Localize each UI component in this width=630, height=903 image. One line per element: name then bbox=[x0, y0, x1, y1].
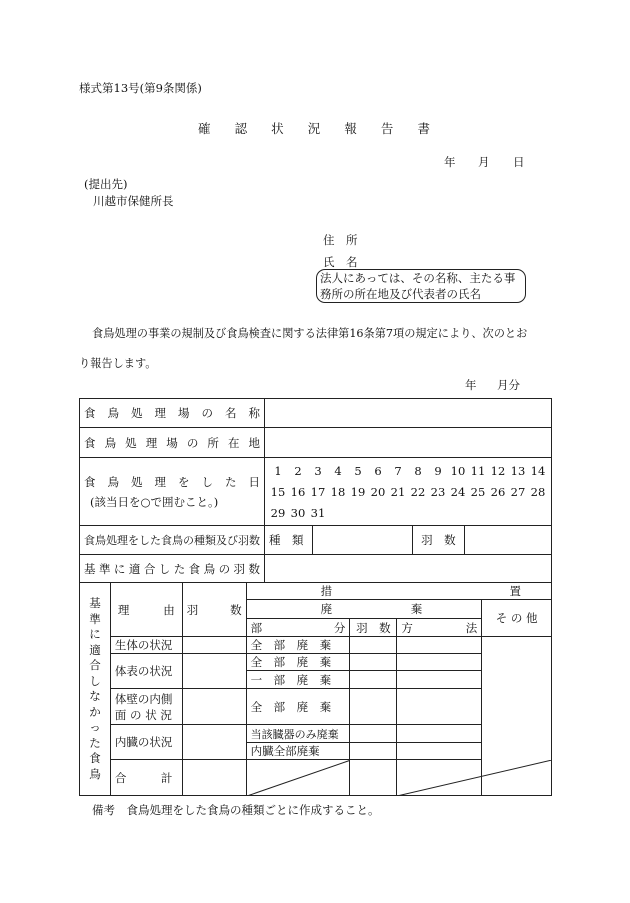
document-title bbox=[198, 119, 430, 137]
period-year: 年 bbox=[465, 378, 477, 392]
kind-count-label: 食鳥処理をした食鳥の種類及び羽数 bbox=[80, 526, 265, 555]
processing-days-sub: (該当日を○で囲むこと。) bbox=[90, 494, 219, 509]
reason-organs: 内臓の状況 bbox=[110, 725, 182, 760]
col-measure: 措 置 bbox=[246, 583, 551, 600]
day-22[interactable]: 22 bbox=[410, 484, 426, 499]
kind-label: 種 類 bbox=[265, 526, 313, 555]
title-char: 告 bbox=[380, 121, 394, 136]
compliant-count-label: 基 準 に 適 合 し た 食 鳥 の 羽 数 bbox=[80, 555, 265, 583]
disposal-organ-only: 当該臓器のみ廃棄 bbox=[246, 725, 350, 743]
part-count-organ-all[interactable] bbox=[350, 743, 397, 760]
day-30[interactable]: 30 bbox=[290, 505, 306, 520]
part-count-surface-all[interactable] bbox=[350, 654, 397, 671]
day-26[interactable]: 26 bbox=[490, 484, 506, 499]
title-char: 況 bbox=[307, 121, 321, 136]
reason-surface: 体表の状況 bbox=[110, 654, 182, 689]
col-method: 方 法 bbox=[397, 619, 482, 637]
day-12[interactable]: 12 bbox=[490, 463, 506, 478]
reason-body: 生体の状況 bbox=[110, 637, 182, 654]
day-11[interactable]: 11 bbox=[470, 463, 486, 478]
title-char: 認 bbox=[234, 121, 248, 136]
body-paragraph-line1: 食鳥処理の事業の規制及び食鳥検査に関する法律第16条第7項の規定により、次のとお bbox=[92, 327, 528, 340]
count-organs[interactable] bbox=[182, 725, 246, 760]
day-2[interactable]: 2 bbox=[294, 463, 302, 478]
day-9[interactable]: 9 bbox=[434, 463, 442, 478]
facility-name-label: 食 鳥 処 理 場 の 名 称 bbox=[80, 399, 265, 428]
day-6[interactable]: 6 bbox=[374, 463, 382, 478]
method-surface-part[interactable] bbox=[397, 671, 482, 689]
date-month: 月 bbox=[478, 155, 490, 169]
day-17[interactable]: 17 bbox=[310, 484, 326, 499]
body-paragraph-line2: り報告します。 bbox=[79, 357, 157, 370]
name-label: 氏 名 bbox=[323, 255, 358, 269]
part-count-total[interactable] bbox=[350, 760, 397, 796]
processing-days-label: 食 鳥 処 理 を し た 日 (該当日を○で囲むこと。) bbox=[80, 458, 265, 526]
reason-total: 合 計 bbox=[110, 760, 182, 796]
title-char: 書 bbox=[417, 121, 430, 136]
count-wall[interactable] bbox=[182, 689, 246, 725]
day-23[interactable]: 23 bbox=[430, 484, 446, 499]
day-5[interactable]: 5 bbox=[354, 463, 362, 478]
part-count-body[interactable] bbox=[350, 637, 397, 654]
day-18[interactable]: 18 bbox=[330, 484, 346, 499]
disposal-total-slash bbox=[246, 760, 350, 796]
corp-note-line1: 法人にあっては、その名称、主たる事 bbox=[320, 271, 516, 285]
col-part: 部 分 bbox=[246, 619, 350, 637]
day-8[interactable]: 8 bbox=[414, 463, 422, 478]
compliant-count-field[interactable] bbox=[265, 555, 552, 583]
facility-name-field[interactable] bbox=[265, 399, 552, 428]
disposal-wall-all: 全 部 廃 棄 bbox=[246, 689, 350, 725]
form-number: 様式第13号(第9条関係) bbox=[79, 81, 202, 95]
corp-note-line2: 務所の所在地及び代表者の氏名 bbox=[320, 287, 481, 301]
count-body[interactable] bbox=[182, 637, 246, 654]
day-27[interactable]: 27 bbox=[510, 484, 526, 499]
method-surface-all[interactable] bbox=[397, 654, 482, 671]
disposal-body-all: 全 部 廃 棄 bbox=[246, 637, 350, 654]
count-label: 羽 数 bbox=[412, 526, 464, 555]
title-char: 状 bbox=[271, 121, 284, 136]
day-19[interactable]: 19 bbox=[350, 484, 366, 499]
day-29[interactable]: 29 bbox=[270, 505, 286, 520]
day-10[interactable]: 10 bbox=[450, 463, 466, 478]
count-surface[interactable] bbox=[182, 654, 246, 689]
method-organ-all[interactable] bbox=[397, 743, 482, 760]
day-4[interactable]: 4 bbox=[334, 463, 342, 478]
noncompliant-table bbox=[79, 582, 552, 796]
day-15[interactable]: 15 bbox=[270, 484, 286, 499]
part-count-organ-only[interactable] bbox=[350, 725, 397, 743]
day-13[interactable]: 13 bbox=[510, 463, 526, 478]
method-body[interactable] bbox=[397, 637, 482, 654]
disposal-surface-all: 全 部 廃 棄 bbox=[246, 654, 350, 671]
period-month: 月分 bbox=[497, 378, 520, 392]
col-disposal: 廃 棄 bbox=[246, 600, 482, 619]
day-14[interactable]: 14 bbox=[530, 463, 546, 478]
processing-days-grid bbox=[265, 458, 552, 526]
count-field[interactable] bbox=[465, 526, 552, 555]
day-21[interactable]: 21 bbox=[390, 484, 406, 499]
facility-address-label: 食 鳥 処 理 場 の 所 在 地 bbox=[80, 428, 265, 458]
method-wall[interactable] bbox=[397, 689, 482, 725]
day-16[interactable]: 16 bbox=[290, 484, 306, 499]
reason-wall: 体壁の内側 面 の 状 況 bbox=[110, 689, 182, 725]
part-count-wall[interactable] bbox=[350, 689, 397, 725]
day-3[interactable]: 3 bbox=[314, 463, 322, 478]
title-char: 確 bbox=[198, 121, 211, 136]
address-label: 住 所 bbox=[323, 233, 358, 247]
day-1[interactable]: 1 bbox=[274, 463, 282, 478]
method-total-slash bbox=[397, 760, 552, 796]
addressee: 川越市保健所長 bbox=[93, 194, 174, 208]
part-count-surface-part[interactable] bbox=[350, 671, 397, 689]
day-31[interactable]: 31 bbox=[310, 505, 326, 520]
method-organ-only[interactable] bbox=[397, 725, 482, 743]
date-year: 年 bbox=[444, 155, 456, 169]
day-28[interactable]: 28 bbox=[530, 484, 546, 499]
info-table bbox=[79, 398, 552, 583]
col-other: そ の 他 bbox=[482, 600, 552, 637]
col-part-count: 羽 数 bbox=[350, 619, 397, 637]
date-day: 日 bbox=[513, 155, 525, 169]
noncompliant-side-label: 基 準 に 適 合 し な か っ た 食 鳥 bbox=[80, 583, 111, 796]
day-25[interactable]: 25 bbox=[470, 484, 486, 499]
day-24[interactable]: 24 bbox=[450, 484, 466, 499]
facility-address-field[interactable] bbox=[265, 428, 552, 458]
addressee-label: (提出先) bbox=[84, 177, 128, 191]
title-char: 報 bbox=[344, 121, 357, 136]
remark: 備考 食鳥処理をした食鳥の種類ごとに作成すること。 bbox=[92, 803, 380, 817]
day-7[interactable]: 7 bbox=[394, 463, 402, 478]
disposal-surface-part: 一 部 廃 棄 bbox=[246, 671, 350, 689]
count-total[interactable] bbox=[182, 760, 246, 796]
kind-field[interactable] bbox=[313, 526, 413, 555]
col-reason: 理 由 bbox=[110, 583, 182, 637]
day-20[interactable]: 20 bbox=[370, 484, 386, 499]
col-count: 羽 数 bbox=[182, 583, 246, 637]
disposal-organ-all: 内臓全部廃棄 bbox=[246, 743, 350, 760]
